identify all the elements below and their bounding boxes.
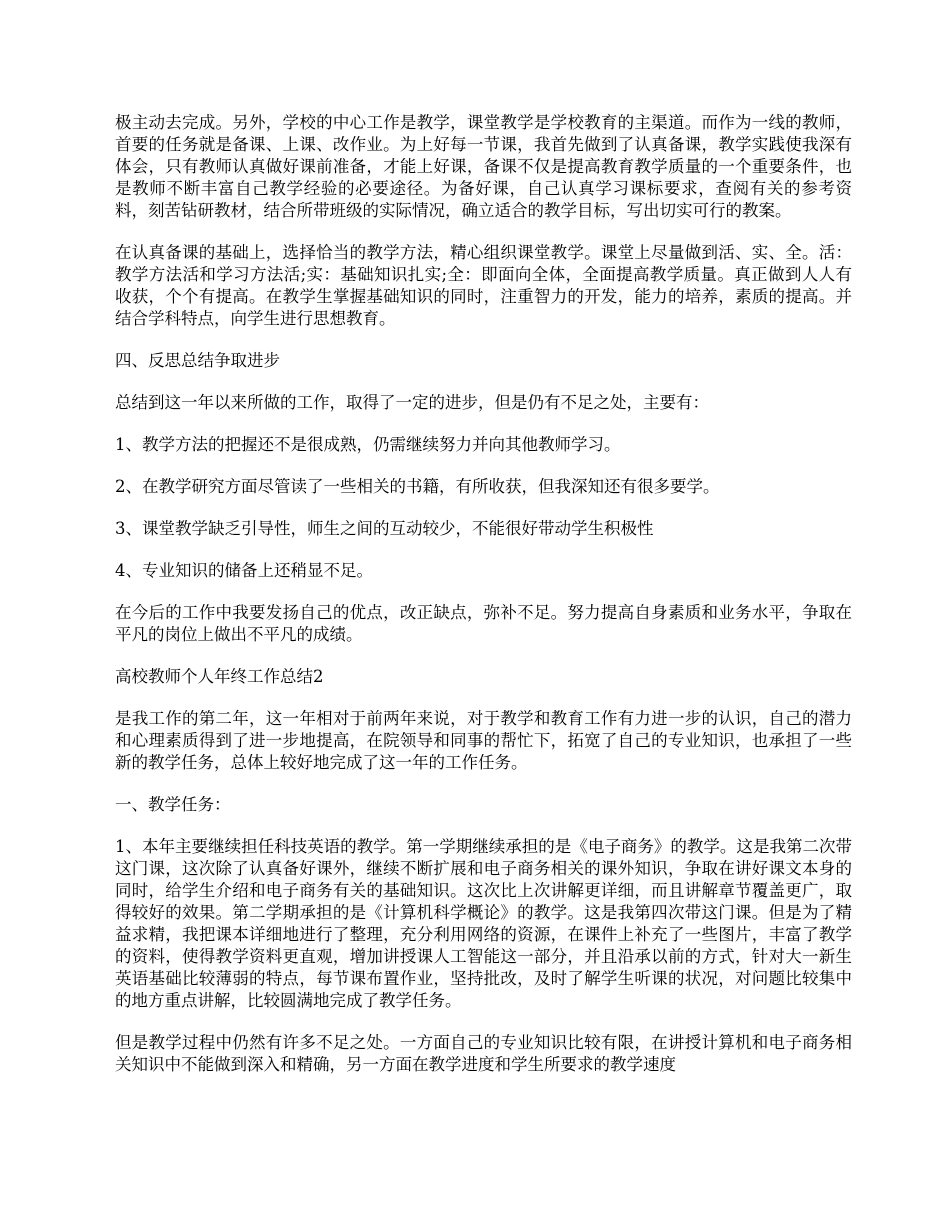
paragraph-future-goals: 在今后的工作中我要发扬自己的优点，改正缺点，弥补不足。努力提高自身素质和业务水平，争取在平凡的岗位上做出不平凡的成绩。 bbox=[115, 603, 852, 644]
article-title-2: 高校教师个人年终工作总结2 bbox=[115, 667, 324, 686]
paragraph-lesson-preparation: 极主动去完成。另外，学校的中心工作是教学，课堂教学是学校教育的主渠道。而作为一线的教师，首要的任务就是备课、上课、改作业。为上好每一节课，我首先做到了认真备课，教学实践使我深有体会，只有教师认真做好课前准备，才能上好课，备课不仅是提高教育教学质量的一个重要条件，也是教师不断丰富自己教学经验的必要途径。为备好课，自己认真学习课标要求，查阅有关的参考资料，刻苦钻研教材，结合所带班级的实际情况，确立适合的教学目标，写出切实可行的教案。 bbox=[115, 113, 852, 220]
list-item-shortcoming-2: 2、在教学研究方面尽管读了一些相关的书籍，有所收获，但我深知还有很多要学。 bbox=[115, 477, 720, 496]
paragraph-second-year-intro: 是我工作的第二年，这一年相对于前两年来说，对于教学和教育工作有力进一步的认识，自己的潜力和心理素质得到了进一步地提高，在院领导和同事的帮忙下，拓宽了自己的专业知识，也承担了一些新的教学任务，总体上较好地完成了这一年的工作任务。 bbox=[115, 709, 852, 772]
list-item-shortcoming-3: 3、课堂教学缺乏引导性，师生之间的互动较少，不能很好带动学生积极性 bbox=[115, 519, 654, 538]
paragraph-shortcomings: 但是教学过程中仍然有许多不足之处。一方面自己的专业知识比较有限，在讲授计算机和电子商务相关知识中不能做到深入和精确，另一方面在教学进度和学生所要求的教学速度 bbox=[115, 1033, 852, 1074]
section-heading-reflection: 四、反思总结争取进步 bbox=[115, 351, 280, 370]
paragraph-course-details: 1、本年主要继续担任科技英语的教学。第一学期继续承担的是《电子商务》的教学。这是我第二次带这门课，这次除了认真备好课外，继续不断扩展和电子商务相关的课外知识，争取在讲好课文本身的同时，给学生介绍和电子商务有关的基础知识。这次比上次讲解更详细，而且讲解章节覆盖更广，取得较好的效果。第二学期承担的是《计算机科学概论》的教学。这是我第四次带这门课。但是为了精益求精，我把课本详细地进行了整理，充分利用网络的资源，在课件上补充了一些图片，丰富了教学的资料，使得教学资料更直观，增加讲授课人工智能这一部分，并且沿承以前的方式，针对大一新生英语基础比较薄弱的特点，每节课布置作业，坚持批改，及时了解学生听课的状况，对问题比较集中的地方重点讲解，比较圆满地完成了教学任务。 bbox=[115, 837, 852, 1010]
document-page bbox=[115, 112, 852, 1096]
section-heading-teaching-tasks: 一、教学任务： bbox=[115, 795, 231, 814]
paragraph-teaching-method: 在认真备课的基础上，选择恰当的教学方法，精心组织课堂教学。课堂上尽量做到活、实、全。活：教学方法活和学习方法活;实：基础知识扎实;全：即面向全体，全面提高教学质量。真正做到人人有收获，个个有提高。在教学生掌握基础知识的同时，注重智力的开发，能力的培养，素质的提高。并结合学科特点，向学生进行思想教育。 bbox=[115, 243, 852, 328]
list-item-shortcoming-1: 1、教学方法的把握还不是很成熟，仍需继续努力并向其他教师学习。 bbox=[115, 435, 621, 454]
list-item-shortcoming-4: 4、专业知识的储备上还稍显不足。 bbox=[115, 561, 373, 580]
paragraph-summary-intro: 总结到这一年以来所做的工作，取得了一定的进步，但是仍有不足之处，主要有： bbox=[115, 393, 709, 412]
